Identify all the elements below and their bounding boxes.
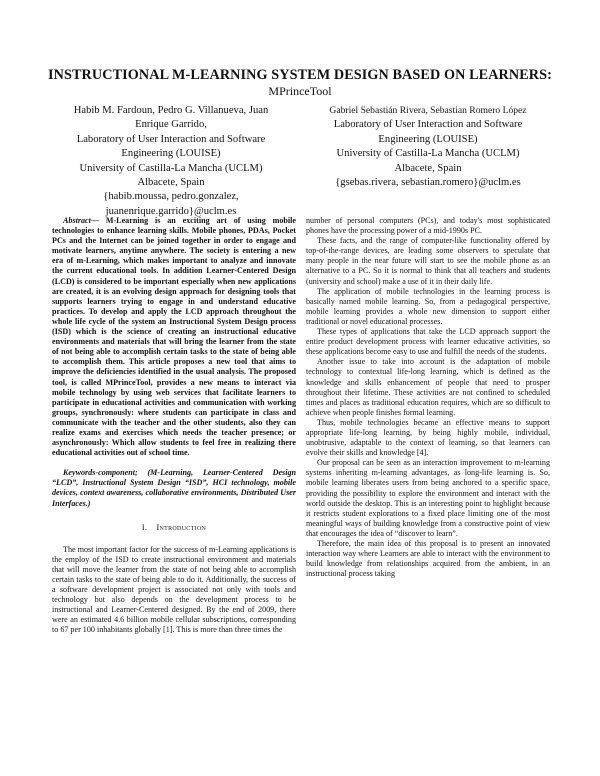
left-column xyxy=(52,216,296,636)
abstract xyxy=(52,216,296,458)
keywords-lead: Keywords-component; xyxy=(63,468,138,478)
author-university: University of Castilla-La Mancha (UCLM) xyxy=(336,148,520,160)
author-university: University of Castilla-La Mancha (UCLM) xyxy=(79,162,263,174)
right-column xyxy=(306,216,550,579)
body-paragraph: Our proposal can be seen as an interaction improvement to m-learning systems inheriting m-learning advantages, as long-life learning is. So, mobile learning liberates users from being anchored to a specific space, providing the possibility to explore the environment and interact with the world outside the desktop. This is an interesting point to highlight because it restricts student explorations to a fixed place limiting one of the most meaningful ways of building knowledge from a constructive point of view that encourages the idea of “discover to learn”. xyxy=(306,458,550,538)
abstract-text: M-Learning is an exciting art of using mobile technologies to enhance learning skills. Mobile phones, PDAs, Pocket PCs and the Internet can be joined together in order to engage and motivate learners, anytime anywhere. The society is entering a new era of m-Learning, which makes important to analyze and innovate the current educational tools. In addition Learner-Centered Design (LCD) is considered to be important especially when new applications are created, it is an evolving design approach for designing tools that supports learners trying to engage in and understand educative practices. To develop and apply the LCD approach throughout the whole life cycle of the system an Instructional System Design process (ISD) which is the science of creating an instructional educative environments and materials that will bring the learner from the state of not being able to accomplish certain tasks to the state of being able to accomplish them. This article proposes a new tool that aims to improve the deficiencies identified in the usual analysis. The proposed tool, is called MPrinceTool, provides a new means to interact via mobile technology by using web services that facilitate learners to participate in educational activities and communication with working groups, synchronously: where students can participate in class and communicate with the teacher and the other students, also they can realize exams and exercises which needs the teacher presence; or asynchronously: Which allow students to feel free in realizing there educational activities out of school time. xyxy=(52,216,296,458)
body-paragraph: Therefore, the main idea of this proposal is to present an innovated interaction way where Learners are able to interact with the environment to build knowledge from relationships acquired from the ambient, in an instructional process taking xyxy=(306,539,550,579)
body-paragraph: Another issue to take into account is the adaptation of mobile technology to contextual life-long learning, which is defined as the knowledge and skills enhancement of people that need to prosper throughout their lifetime. These activities are not confined to scheduled times and places as traditional education requires, which are so difficult to achieve when people finishes formal learning. xyxy=(306,357,550,417)
author-email: {gsebas.rivera, sebastian.romero}@uclm.es xyxy=(335,177,521,189)
body-paragraph: These types of applications that take the LCD approach support the entire product development process with learner educative activities, so these applications become easy to use and fulfill the needs of the students. xyxy=(306,327,550,357)
author-city: Albacete, Spain xyxy=(394,162,462,174)
body-paragraph: Thus, mobile technologies became an effective means to support appropriate life-long learning, by being highly mobile, individual, unobtrusive, adaptable to the context of learning, so that learners can evolve their skills and knowledge [4]. xyxy=(306,417,550,458)
author-names: Habib M. Fardoun, Pedro G. Villanueva, Juan xyxy=(73,105,269,116)
body-paragraph: These facts, and the range of computer-like functionality offered by top-of-the-range devices, are leading some observers to speculate that many people in the near future will start to see the mobile phone as an alternative to a PC. So it is normal to think that all teachers and students (university and school) make a use of it in their daily life. xyxy=(306,236,550,286)
author-names: Enrique Garrido, xyxy=(135,119,207,131)
section-heading xyxy=(52,523,296,533)
author-block-right xyxy=(306,104,550,190)
paper-title: INSTRUCTIONAL M-LEARNING SYSTEM DESIGN BASED ON LEARNERS: xyxy=(48,67,552,83)
author-affiliation: Engineering (LOUISE) xyxy=(121,148,221,160)
paper-subtitle: MPrinceTool xyxy=(268,84,332,98)
keywords-text: (M-Learning, Learner-Centered Design “LCD”, Instructional System Design “ISD”, HCI technology, mobile devices, context awareness, collaborative environments, Distributed User Interfaces.) xyxy=(52,468,296,508)
abstract-lead: Abstract— xyxy=(63,216,99,225)
author-email: {habib.moussa, pedro.gonzalez, xyxy=(103,191,239,203)
author-names: Gabriel Sebastián Rivera, Sebastian Romero López xyxy=(329,105,527,116)
keywords xyxy=(52,468,296,508)
author-block-left xyxy=(50,104,292,219)
author-affiliation: Laboratory of User Interaction and Software xyxy=(76,133,266,145)
author-affiliation: Engineering (LOUISE) xyxy=(378,133,478,145)
section-number: I. xyxy=(141,522,148,532)
body-paragraph: The application of mobile technologies in the learning process is basically named mobile learning. So, from a pedagogical perspective, mobile learning provides a whole new dimension to support either traditional or novel educational processes. xyxy=(306,286,550,326)
author-city: Albacete, Spain xyxy=(137,177,205,189)
body-paragraph: number of personal computers (PCs), and today's most sophisticated phones have the processing power of a mid-1990s PC. xyxy=(306,216,550,236)
section-title: Introduction xyxy=(156,522,207,532)
body-paragraph: The most important factor for the success of m-Learning applications is the employ of the ISD to create instructional environment and materials that will move the learner from the state of not being able to accomplish certain tasks to the state of being able to do it. Additionally, the success of a software development project is associated not only with tools and technology but also depends on the development process to be instructional and Learner-Centered designed. By the end of 2009, there were an estimated 4.6 billion mobile cellular subscriptions, corresponding to 67 per 100 inhabitants globally [1]. This is more than three times the xyxy=(52,544,296,635)
author-affiliation: Laboratory of User Interaction and Software xyxy=(333,119,523,131)
author-email: juanenrique.garrido}@uclm.es xyxy=(105,205,237,217)
